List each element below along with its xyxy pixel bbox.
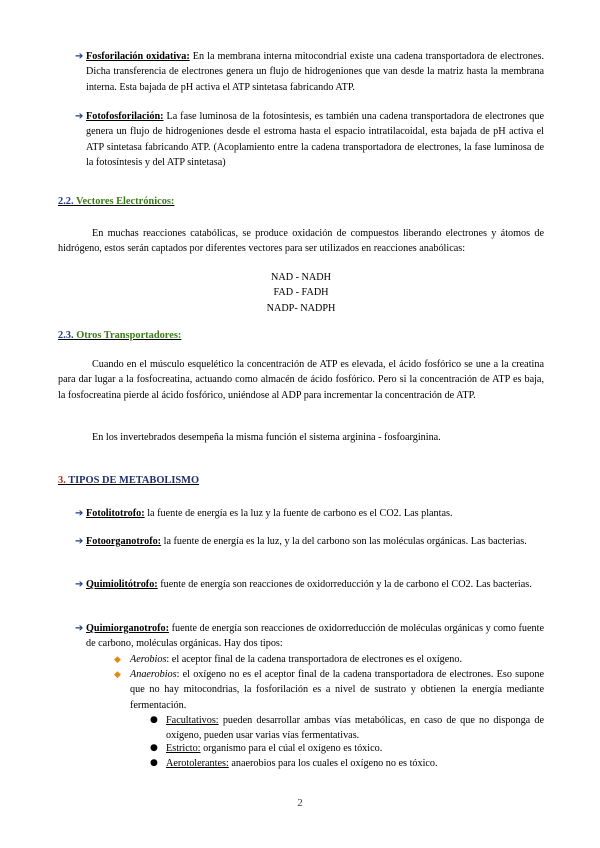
section-heading-3	[58, 475, 199, 486]
term-text: fuente de energía son reacciones de oxidorreducción y la de carbono el CO2. Las bacterias.	[157, 579, 532, 590]
diamond-bullet-icon: ◆	[114, 670, 121, 680]
paragraph-creatina: Cuando en el músculo esquelético la concentración de ATP es elevada, el ácido fosfórico se une a la creatina para dar lugar a la fosfocreatina, actuando como almacén de ácido fosfórico. Pero si la concentración de ATP es baja, la fosfocreatina pierde al ácido fosfórico, uniéndose al ADP para incrementar la concentración de ATP.	[58, 359, 544, 401]
bullet-quimiolitotrofo	[75, 577, 544, 592]
dot-bullet-icon: ●	[150, 758, 158, 768]
subtype-text: : el aceptor final de la cadena transportadora de electrones es el oxígeno.	[166, 654, 463, 665]
section-number: 2.2.	[58, 196, 74, 207]
term-text: fuente de energía son reacciones de oxidorreducción de moléculas orgánicas y como fuente de carbono, moléculas orgánicas. Hay dos tipos:	[86, 623, 544, 650]
kind-text: organismo para el cúal el oxígeno es tóxico.	[200, 743, 383, 754]
paragraph-vectores: En muchas reacciones catabólicas, se produce oxidación de compuestos liberando electrones y átomos de hidrógeno, estos serán captados por diferentes vectores para ser utilizados en reacciones anabólicas:	[58, 228, 544, 255]
kind-label: Estricto:	[166, 743, 201, 754]
arrow-bullet-icon: ➔	[75, 536, 84, 547]
subtype-text: : el oxígeno no es el aceptor final de la cadena transportadora de electrones. Eso supone que no hay mitocondrias, la fosforilación es a nivel de sustrato y obtienen la energía mediante fermentación.	[130, 669, 544, 711]
section-number: 2.3.	[58, 330, 74, 341]
bullet-fotolitotrofo	[75, 506, 544, 521]
bullet-fotoorganotrofo	[75, 534, 544, 549]
arrow-bullet-icon: ➔	[75, 579, 84, 590]
subtype-label: Anaerobios	[130, 669, 177, 680]
vector-item: NAD - NADH	[271, 272, 331, 283]
term-text: La fase luminosa de la fotosíntesis, es también una cadena transportadora de electrones que genera un flujo de hidrogeniones desde el estroma hasta el espacio intratilacoidal, esta bajada de pH activa el ATP sintetasa fabricando ATP. (Acoplamiento entre la cadena transportadora de electrones, la fase luminosa de la fotosíntesis y del ATP sintetasa)	[86, 111, 544, 169]
diamond-bullet-icon: ◆	[114, 655, 121, 665]
term-text: la fuente de energía es la luz, y la del carbono son las moléculas orgánicas. Las bacterias.	[161, 536, 527, 547]
kind-text: pueden desarrollar ambas vías metabólicas, en caso de que no disponga de oxígeno, pueden usar varias vías fermentativas.	[166, 715, 544, 742]
section-heading-2-2	[58, 196, 174, 207]
vector-list	[58, 270, 544, 316]
dot-bullet-icon: ●	[150, 743, 158, 753]
arrow-bullet-icon: ➔	[75, 111, 84, 122]
subtype-aerobios	[114, 652, 544, 667]
term-text: la fuente de energía es la luz y la fuente de carbono es el CO2. Las plantas.	[144, 508, 453, 519]
section-number: 3.	[58, 475, 66, 486]
bullet-fotofosforilacion	[75, 109, 544, 171]
section-title: TIPOS DE METABOLISMO	[65, 475, 200, 486]
term-text: En la membrana interna mitocondrial existe una cadena transportadora de electrones. Dicha transferencia de electrones genera un flujo de hidrogeniones que van desde la matriz hasta la membrana interna. Esta bajada de pH activa el ATP sintetasa fabricando ATP.	[86, 51, 544, 93]
term-label: Quimiorganotrofo:	[86, 623, 170, 634]
arrow-bullet-icon: ➔	[75, 623, 84, 634]
term-label: Fotofosforilación:	[86, 111, 164, 122]
arrow-bullet-icon: ➔	[75, 508, 84, 519]
paragraph-invertebrados: En los invertebrados desempeña la misma función el sistema arginina - fosfoarginina.	[92, 432, 441, 443]
term-label: Fotolitotrofo:	[86, 508, 145, 519]
anaerobe-facultativos	[150, 713, 544, 744]
kind-label: Facultativos:	[166, 715, 219, 726]
section-title: Vectores Electrónicos:	[73, 196, 175, 207]
vector-item: FAD - FADH	[273, 287, 329, 299]
term-label: Fosforilación oxidativa:	[86, 51, 190, 62]
bullet-quimiorganotrofo	[75, 621, 544, 652]
dot-bullet-icon: ●	[150, 715, 158, 725]
subtype-label: Aerobios	[130, 654, 167, 665]
bullet-fosforilacion-oxidativa	[75, 49, 544, 95]
section-heading-2-3	[58, 330, 181, 341]
vector-item: NADP- NADPH	[266, 302, 336, 314]
kind-text: anaerobios para los cuales el oxígeno no es tóxico.	[228, 758, 438, 769]
term-label: Fotoorganotrofo:	[86, 536, 162, 547]
section-title: Otros Transportadores:	[73, 330, 182, 341]
kind-label: Aerotolerantes:	[166, 758, 229, 769]
term-label: Quimiolitótrofo:	[86, 579, 158, 590]
page-number: 2	[297, 797, 303, 809]
anaerobe-aerotolerantes	[150, 756, 544, 771]
arrow-bullet-icon: ➔	[75, 51, 84, 62]
subtype-anaerobios	[114, 667, 544, 713]
anaerobe-estricto	[150, 741, 544, 756]
